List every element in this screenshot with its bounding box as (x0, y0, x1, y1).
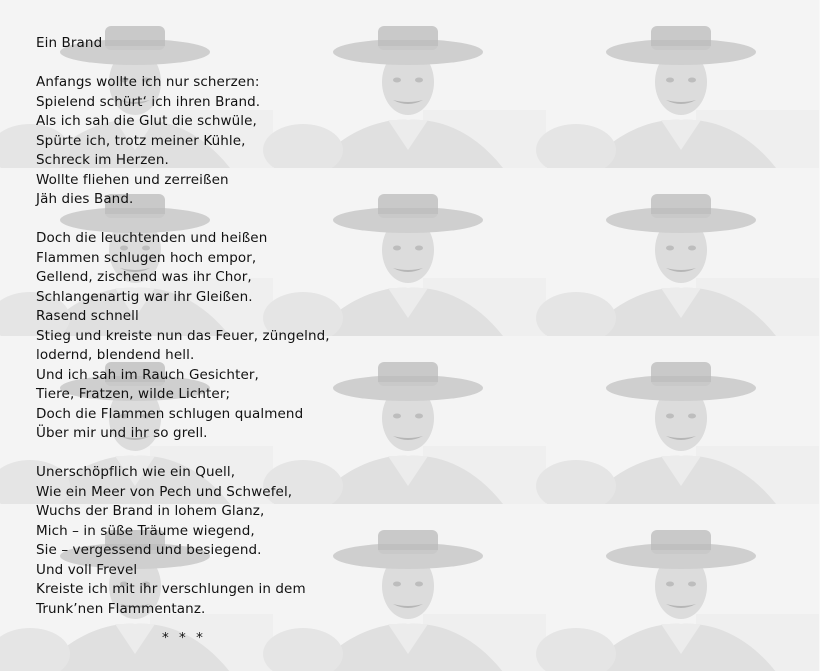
poem-line: Über mir und ihr so grell. (36, 425, 208, 441)
poem-line: lodernd, blendend hell. (36, 347, 195, 363)
stanza-gap (36, 210, 456, 230)
poem-line: Rasend schnell (36, 308, 139, 324)
poem-line: Schreck im Herzen. (36, 152, 169, 168)
poem-line: Als ich sah die Glut die schwüle, (36, 113, 257, 129)
poem-line: Wie ein Meer von Pech und Schwefel, (36, 483, 293, 500)
poem-line: Und voll Frevel (36, 561, 138, 578)
poem-line: Doch die leuchtenden und heißen (36, 230, 268, 246)
poem-line: Unerschöpflich wie ein Quell, (36, 464, 236, 480)
poem-line: Tiere, Fratzen, wilde Lichter; (36, 386, 231, 402)
poem-line: Schlangenartig war ihr Gleißen. (36, 288, 253, 305)
closing-asterisks: * * * (162, 630, 206, 646)
poem-line: Spürte ich, trotz meiner Kühle, (36, 132, 246, 149)
poem-line: Trunk’nen Flammentanz. (36, 600, 206, 617)
poem-line: Gellend, zischend was ihr Chor, (36, 269, 252, 285)
poem-line: Flammen schlugen hoch empor, (36, 249, 257, 266)
poem-line: Kreiste ich mit ihr verschlungen in dem (36, 581, 306, 597)
poem-line: Anfangs wollte ich nur scherzen: (36, 74, 260, 90)
poem-line: Mich – in süße Träume wiegend, (36, 522, 255, 539)
stanza-gap (36, 444, 456, 464)
poem-line: Spielend schürt‘ ich ihren Brand. (36, 93, 261, 110)
poem-title: Ein Brand (36, 35, 103, 51)
poem-line: Wuchs der Brand in lohem Glanz, (36, 503, 265, 519)
poem-line: Und ich sah im Rauch Gesichter, (36, 366, 259, 383)
poem-line: Wollte fliehen und zerreißen (36, 171, 229, 188)
poem (36, 34, 456, 649)
stanza-3 (36, 463, 456, 619)
poem-line: Jäh dies Band. (36, 191, 134, 207)
poem-line: Sie – vergessend und besiegend. (36, 542, 262, 558)
stanza-2 (36, 229, 456, 444)
poem-line: Stieg und kreiste nun das Feuer, züngelnd, (36, 327, 330, 344)
stanza-1 (36, 73, 456, 210)
stanza-gap (36, 54, 456, 74)
poem-line: Doch die Flammen schlugen qualmend (36, 405, 304, 422)
